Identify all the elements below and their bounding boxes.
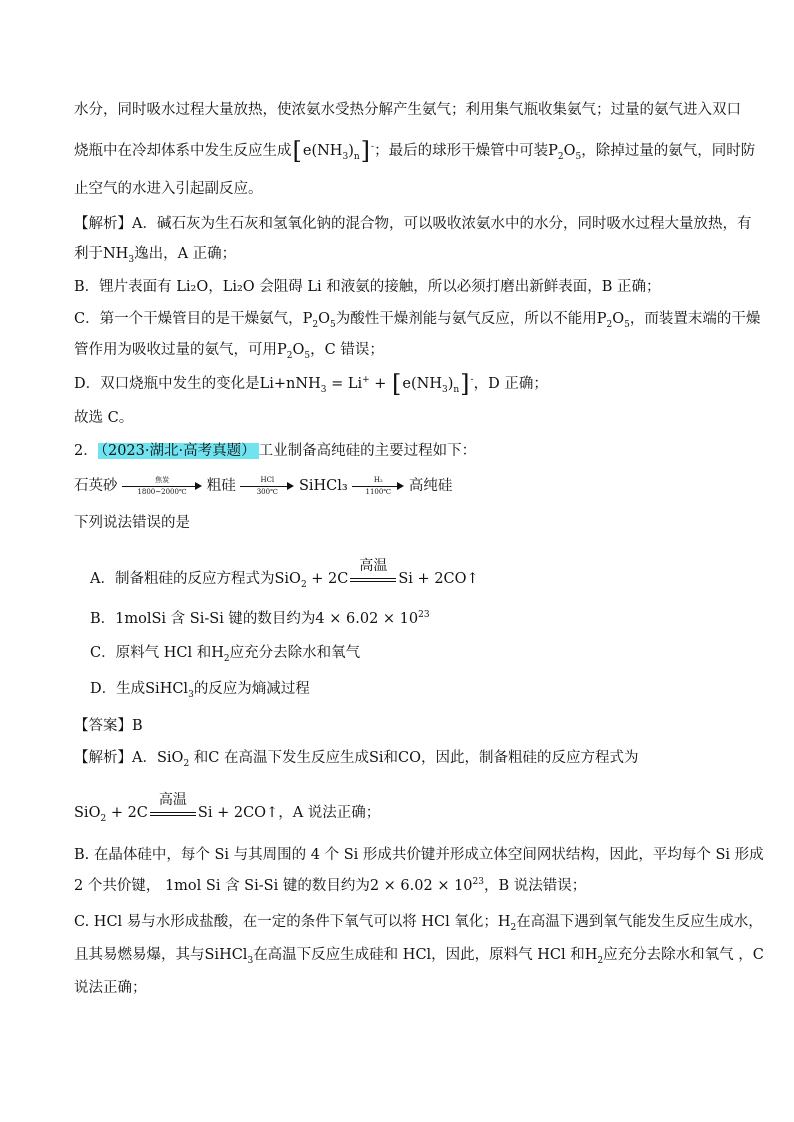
option-b: B．1molSi 含 Si-Si 键的数目约为$4 \times 6.02 \times 10^{23}$ [90,610,430,627]
option-c: C．原料气 HCl 和$H_2$应充分去除水和氧气 [90,645,361,664]
arrow-icon: HCl 300℃ [240,476,294,496]
text-line: 【解析】A．碱石灰为生石灰和氢氧化钠的混合物，可以吸收浓氨水中的水分，同时吸水过程大量放热，有 [74,216,752,232]
text-line: 管作用为吸收过量的氨气，可用$P_2O_5$，C 错误； [74,342,384,361]
text-line: C. HCl 易与水形成盐酸，在一定的条件下氧气可以将 HCl 氧化；$H_2$在高温下遇到氧气能发生反应生成水， [74,914,763,933]
text-line: 利于$NH_3$逸出，A 正确； [74,246,237,265]
text-line: 止空气的水进入引起副反应。 [74,181,263,197]
answer: 【答案】B [74,718,143,734]
arrow-icon: $\frac{\text{H₂}}{1100℃}$ [352,476,404,496]
text-line: 故选 C。 [74,410,134,426]
text-line: 水分，同时吸水过程大量放热，使浓氨水受热分解产生氨气；利用集气瓶收集氨气；过量的氨气进入双口 [74,102,741,118]
question-prompt: 下列说法错误的是 [74,515,190,531]
source-tag: （2023·湖北·高考真题） [98,443,259,459]
arrow-icon: 焦炭 1800~2000℃ [122,476,202,496]
text-line: 2 个共价键， 1mol Si 含 Si-Si 键的数目约为$2 \times 6.02 \times 10^{23}$，B 说法错误； [74,877,587,894]
text-line: 且其易燃易爆，其与SiHCl$_3$在高温下反应生成硅和 HCl，因此，原料气 HCl 和$H_2$应充分去除水和氧气 ，C [74,947,764,966]
text-line: B. 在晶体硅中，每个 Si 与其周围的 4 个 Si 形成共价键并形成立体空间网状结构，因此，平均每个 Si 形成 [74,847,764,863]
text-line: 烧瓶中在冷却体系中发生反应生成$[e(NH_3)_n]^-$；最后的球形干燥管中可装$P_2O_5$，除掉过量的氨气，同时防 [74,137,756,165]
text-line: 【解析】A．SiO$_2$ 和C 在高温下发生反应生成Si和CO，因此，制备粗硅的反应方程式为 [74,750,639,769]
text-line: B．锂片表面有 Li₂O，Li₂O 会阻碍 Li 和液氨的接触，所以必须打磨出新鲜表面，B 正确； [74,279,661,295]
text-line: C．第一个干燥管目的是干燥氨气，$P_2O_5$为酸性干燥剂能与氨气反应，所以不能用$P_2O_5$，而装置末端的干燥 [74,311,761,330]
text-line: 说法正确； [74,980,147,996]
question-stem: 2． （2023·湖北·高考真题） 工业制备高纯硅的主要过程如下： [74,443,477,459]
process-flow: 石英砂 焦炭 1800~2000℃ 粗硅 HCl 300℃ SiHCl₃ $\frac{\text{H₂}}{1100℃}$ 高纯硅 [74,476,453,496]
option-a: A．制备粗硅的反应方程式为SiO$_2$ + 2C 高温 Si + 2CO↑ [90,558,479,590]
text-line: D．双口烧瓶中发生的变化是$Li+nNH_3 = Li^+ + [e(NH_3)_n]^-$，D 正确； [74,370,548,398]
text-line: SiO$_2$ + 2C 高温 Si + 2CO↑，A 说法正确； [74,792,381,824]
option-d: D．生成SiHCl$_3$的反应为熵减过程 [90,681,310,700]
